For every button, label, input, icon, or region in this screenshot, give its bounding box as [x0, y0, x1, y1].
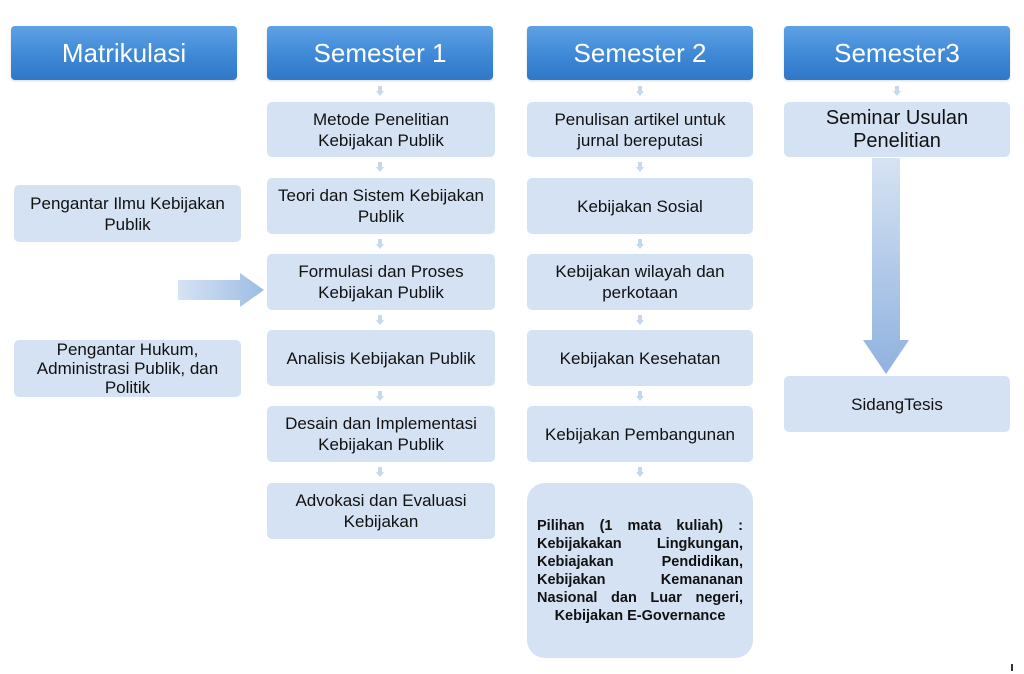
arrow-down-icon — [376, 162, 384, 172]
course-penulisan-artikel — [527, 102, 753, 157]
arrow-down-icon — [636, 239, 644, 249]
course-label: SidangTesis — [851, 394, 943, 414]
header-semester-3: Semester3 — [784, 26, 1010, 80]
course-kebijakan-sosial — [527, 178, 753, 234]
down-arrow-icon — [862, 158, 910, 376]
course-teori-dan-sistem — [267, 178, 495, 234]
arrow-down-icon — [376, 467, 384, 477]
arrow-down-icon — [376, 86, 384, 96]
course-sidang-tesis — [784, 376, 1010, 432]
course-metode-penelitian — [267, 102, 495, 157]
course-seminar-usulan — [784, 102, 1010, 157]
arrow-down-icon — [893, 86, 901, 96]
course-label: Seminar Usulan Penelitian — [825, 106, 969, 152]
header-matrikulasi: Matrikulasi — [11, 26, 237, 80]
course-label: Desain dan Implementasi Kebijakan Publik — [285, 414, 477, 454]
course-pilihan-elective — [527, 483, 753, 658]
course-label: Analisis Kebijakan Publik — [286, 348, 476, 368]
course-kebijakan-pembangunan — [527, 406, 753, 462]
course-label: Pengantar Hukum, Administrasi Publik, dan Politik — [36, 340, 219, 397]
right-arrow-icon — [178, 273, 266, 307]
course-pengantar-ilmu-kebijakan-publik — [14, 185, 241, 242]
course-advokasi-dan-evaluasi — [267, 483, 495, 539]
course-label: Kebijakan Sosial — [577, 196, 703, 216]
arrow-down-icon — [376, 391, 384, 401]
arrow-down-icon — [636, 391, 644, 401]
arrow-down-icon — [636, 467, 644, 477]
course-label: Kebijakan Pembangunan — [545, 424, 735, 444]
course-label: Teori dan Sistem Kebijakan Publik — [277, 186, 484, 226]
arrow-down-icon — [636, 162, 644, 172]
course-label: Formulasi dan Proses Kebijakan Publik — [298, 262, 464, 302]
header-semester-2: Semester 2 — [527, 26, 753, 80]
arrow-down-icon — [376, 315, 384, 325]
course-label: Kebijakan wilayah dan perkotaan — [555, 262, 725, 302]
course-label: Kebijakan Kesehatan — [559, 348, 721, 368]
course-pengantar-hukum — [14, 340, 241, 397]
course-kebijakan-kesehatan — [527, 330, 753, 386]
course-desain-dan-implementasi — [267, 406, 495, 462]
course-kebijakan-wilayah — [527, 254, 753, 310]
arrow-down-icon — [636, 315, 644, 325]
course-analisis-kebijakan — [267, 330, 495, 386]
corner-mark — [1011, 664, 1013, 671]
arrow-down-icon — [636, 86, 644, 96]
course-label: Advokasi dan Evaluasi Kebijakan — [295, 491, 467, 531]
course-formulasi-dan-proses — [267, 254, 495, 310]
arrow-down-icon — [376, 239, 384, 249]
course-label: Pengantar Ilmu Kebijakan Publik — [30, 193, 225, 234]
course-label: Penulisan artikel untuk jurnal bereputasi — [554, 109, 726, 150]
course-label: Pilihan (1 mata kuliah) : Kebijakakan Lingkungan, Kebiajakan Pendidikan, Kebijakan Kemananan Nasional dan Luar negeri, Kebijakan E-Governance — [537, 517, 743, 624]
header-semester-1: Semester 1 — [267, 26, 493, 80]
course-label: Metode Penelitian Kebijakan Publik — [312, 109, 450, 150]
